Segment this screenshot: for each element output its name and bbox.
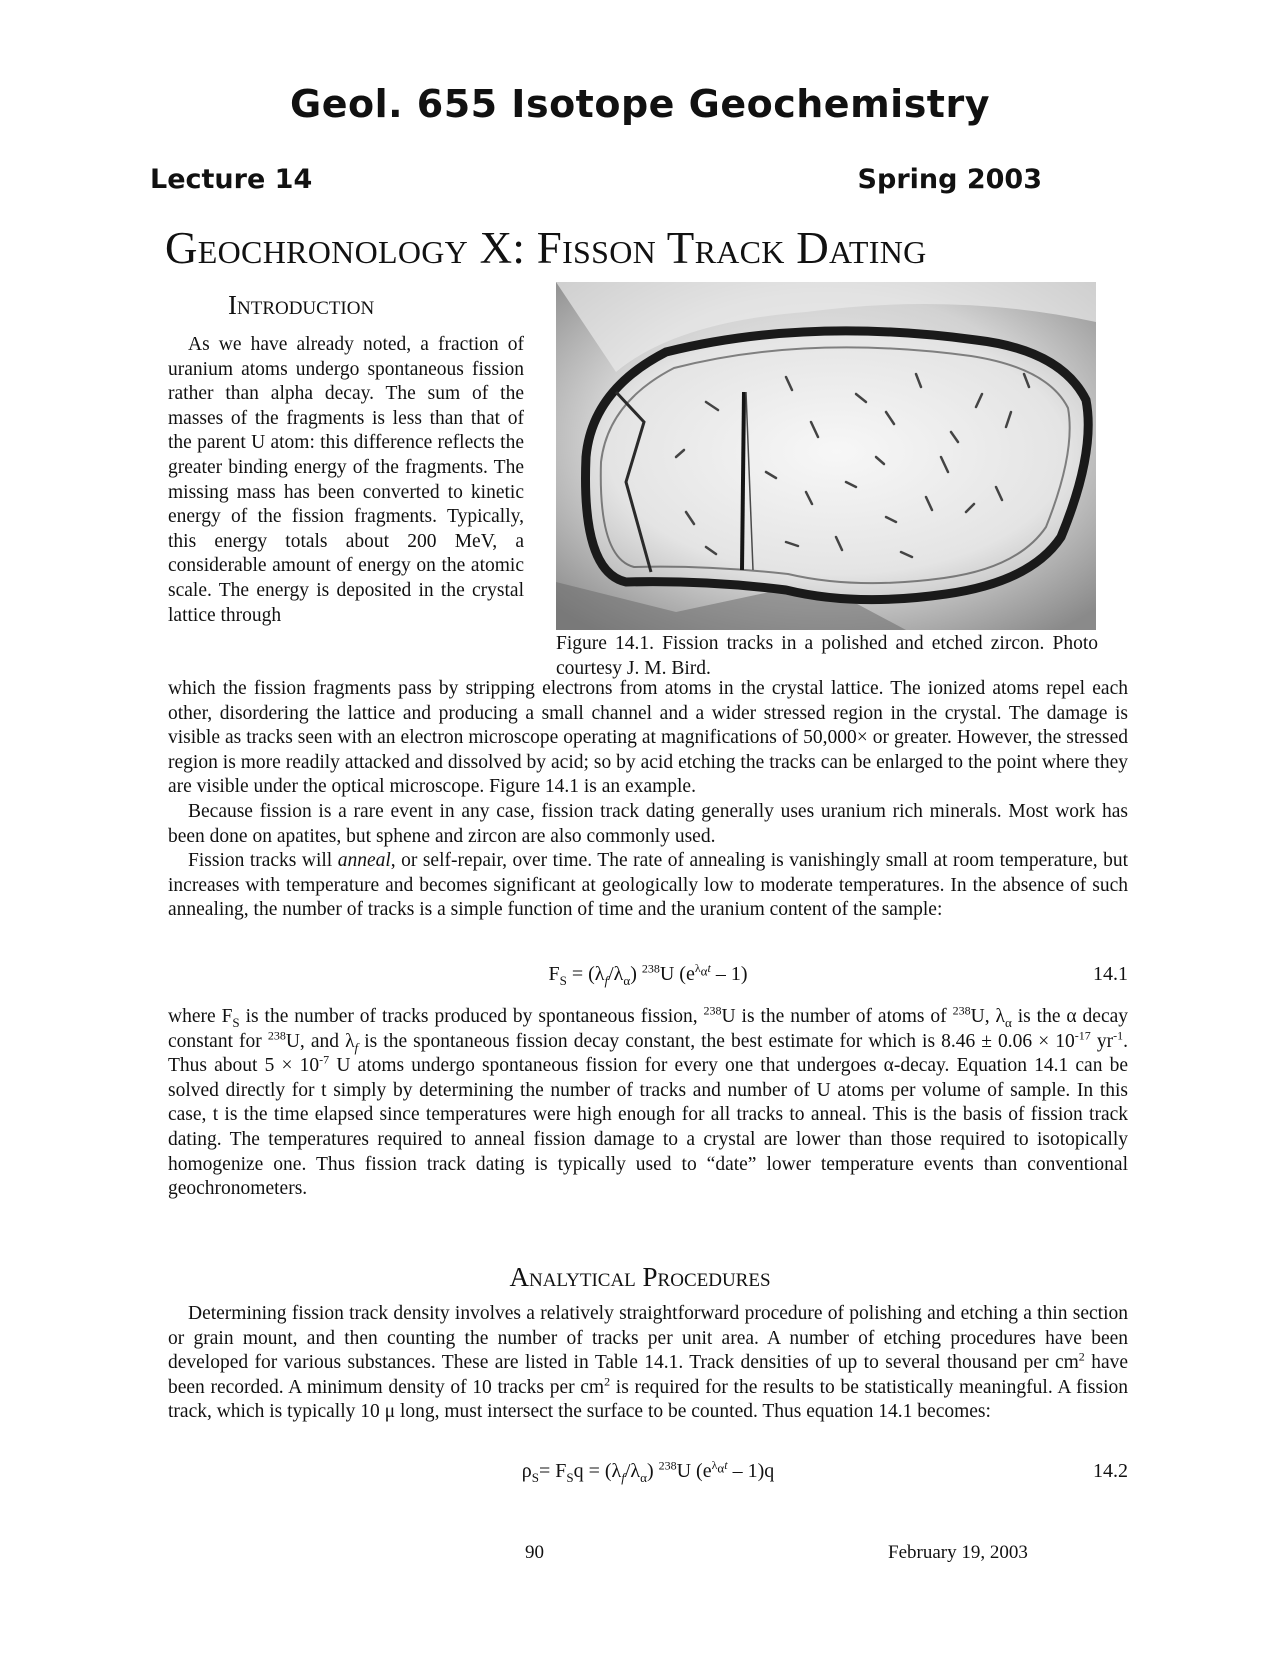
emphasis-anneal: anneal [337, 850, 391, 872]
footer-date: February 19, 2003 [888, 1542, 1028, 1563]
zircon-photo-image [556, 282, 1096, 630]
page-title: Geochronology X: Fisson Track Dating [165, 223, 927, 273]
page-number: 90 [525, 1542, 544, 1563]
body-text-2 [168, 1005, 1128, 1202]
paragraph-annealing: Fission tracks will anneal, or self-repair, over time. The rate of annealing is vanishingly small at room temperature, but increases with temperature and becomes significant at geologically low to moderate temperatures. In the absence of such annealing, the number of tracks is a simple function of time and the uranium content of the sample: [168, 850, 1128, 921]
term: Spring 2003 [857, 164, 1042, 195]
lecture-number: Lecture 14 [150, 164, 313, 195]
body-text-1 [168, 677, 1128, 923]
section-heading-analytical: Analytical Procedures [509, 1262, 771, 1292]
course-header: Geol. 655 Isotope Geochemistry [290, 82, 990, 126]
paragraph-procedures: Determining fission track density involves a relatively straightforward procedure of polishing and etching a thin section or grain mount, and then counting the number of tracks per unit area. A number of etching procedures have been developed for various substances. These are listed in Table 14.1. Track densities of up to several thousand per $cm^2$ have been recorded. A minimum density of 10 tracks per $cm^2$ is required for the results to be statistically meaningful. A fission track, which is typically 10 μ long, must intersect the surface to be counted. Thus equation 14.1 becomes: [168, 1303, 1129, 1423]
figure-caption: Figure 14.1. Fission tracks in a polished and etched zircon. Photo courtesy J. M. Bird. [556, 633, 1098, 679]
body-text-3 [168, 1302, 1128, 1425]
intro-text: As we have already noted, a fraction of uranium atoms undergo spontaneous fission rather than alpha decay. The sum of the masses of the fragments is less than that of the parent U atom: this difference reflects the greater binding energy of the fragments. The missing mass has been converted to kinetic energy of the fission fragments. Typically, this energy totals about 200 MeV, a considerable amount of energy on the atomic scale. The energy is deposited in the crystal lattice through [168, 334, 524, 626]
paragraph-fission-rare: Because fission is a rare event in any case, fission track dating generally uses uranium rich minerals. Most work has been done on apatites, but sphene and zircon are also commonly used. [168, 800, 1128, 847]
zircon-micrograph [556, 282, 1096, 630]
equation-number: 14.2 [1093, 1460, 1128, 1482]
intro-paragraph [168, 333, 524, 628]
paragraph-where: where $F_S$ is the number of tracks produced by spontaneous fission, $^{238}$U is the number of atoms of $^{238}$U, $\lambda_\alpha$ is the α decay constant for $^{238}$U, and $\lambda_f$ is the spontaneous fission decay constant, the best estimate for which is $8.46 \pm 0.06 \times 10^{-17}$ $yr^{-1}$. Thus about $5 \times 10^{-7}$ U atoms undergo spontaneous fission for every one that undergoes α-decay. Equation 14.1 can be solved directly for t simply by determining the number of tracks and number of U atoms per volume of sample. In this case, t is the time elapsed since temperatures were high enough for all tracks to anneal. This is the basis of fission track dating. The temperatures required to anneal fission damage to a crystal are lower than those required to isotopically homogenize one. Thus fission track dating is typically used to “date” lower temperature events than conventional geochronometers. [168, 1003, 1129, 1200]
equation-number: 14.1 [1093, 963, 1128, 985]
section-heading-introduction: Introduction [228, 290, 375, 320]
paragraph-continuation: which the fission fragments pass by stripping electrons from atoms in the crystal lattice. The ionized atoms repel each other, disordering the lattice and producing a small channel and a wider stressed region in the crystal. The damage is visible as tracks seen with an electron microscope operating at magnifications of 50,000× or greater. However, the stressed region is more readily attacked and dissolved by acid; so by acid etching the tracks can be enlarged to the point where they are visible under the optical microscope. Figure 14.1 is an example. [168, 678, 1128, 798]
